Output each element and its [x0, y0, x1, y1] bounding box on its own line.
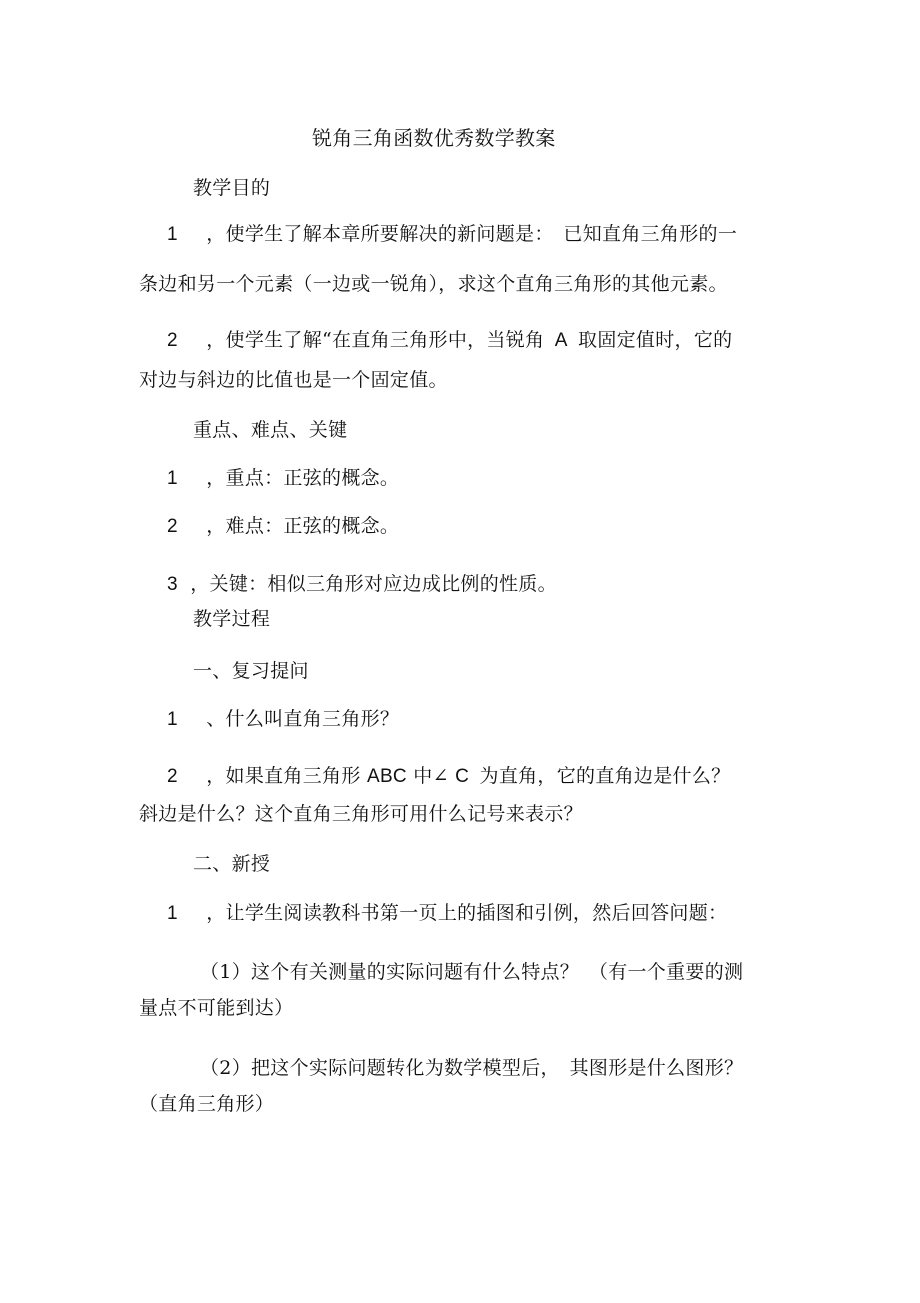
question-1-number: （1）: [200, 961, 251, 983]
key-point-3-text: ，关键：相似三角形对应边成比例的性质。: [190, 573, 557, 595]
question-1-line-2: 量点不可能到达）: [139, 997, 294, 1019]
objective-2-text-a: ，使学生了解“在直角三角形中，当锐角: [206, 329, 545, 351]
new-lesson-heading: 二、新授: [193, 853, 271, 875]
objective-2-var-a: A: [554, 330, 568, 351]
new-lesson-item-1-text: ，让学生阅读教科书第一页上的插图和引例，然后回答问题：: [206, 902, 728, 924]
key-point-1-number: 1: [167, 468, 178, 489]
key-point-3: [167, 572, 557, 597]
objective-2-text-b: 取固定值时，它的: [578, 329, 733, 351]
review-question-2-text-c: 为直角，它的直角边是什么？: [479, 765, 731, 787]
review-question-2-line-1: [167, 764, 730, 789]
review-question-2-text-b: 中∠: [413, 765, 449, 787]
question-2-line-1: [200, 1056, 743, 1080]
document-title: 锐角三角函数优秀数学教案: [312, 126, 556, 150]
key-points-heading: 重点、难点、关键: [193, 419, 348, 441]
review-question-2-number: 2: [167, 766, 178, 787]
process-heading: 教学过程: [193, 608, 271, 630]
objectives-heading: 教学目的: [193, 177, 271, 199]
question-2-line-2: （直角三角形）: [139, 1093, 275, 1115]
objective-2-number: 2: [167, 330, 178, 351]
review-question-1: [167, 707, 399, 732]
key-point-1-text: ，重点：正弦的概念。: [206, 467, 400, 489]
objective-2-line-1: [167, 328, 732, 353]
key-point-2-text: ，难点：正弦的概念。: [206, 515, 400, 537]
key-point-2-number: 2: [167, 516, 178, 537]
key-point-2: [167, 514, 399, 539]
question-2-number: （2）: [200, 1057, 251, 1079]
objective-1-line-1: [167, 222, 737, 247]
question-1-line-1: [200, 960, 743, 984]
objective-2-line-2: 对边与斜边的比值也是一个固定值。: [139, 369, 448, 391]
new-lesson-item-1: [167, 901, 727, 926]
review-heading: 一、复习提问: [193, 660, 309, 682]
new-lesson-item-1-number: 1: [167, 903, 178, 924]
question-2-text: 把这个实际问题转化为数学模型后， 其图形是什么图形？: [251, 1057, 744, 1079]
review-question-2-text-a: ，如果直角三角形: [206, 765, 361, 787]
review-question-2-line-2: 斜边是什么？这个直角三角形可用什么记号来表示？: [139, 803, 583, 825]
key-point-3-number: 3: [167, 574, 178, 595]
key-point-1: [167, 466, 399, 491]
objective-1-text: ，使学生了解本章所要解决的新问题是： 已知直角三角形的一: [206, 223, 738, 245]
objective-1-line-2: 条边和另一个元素（一边或一锐角），求这个直角三角形的其他元素。: [139, 273, 728, 295]
review-question-1-number: 1: [167, 709, 178, 730]
review-question-1-text: 、什么叫直角三角形？: [206, 708, 400, 730]
objective-1-number: 1: [167, 224, 178, 245]
question-1-text: 这个有关测量的实际问题有什么特点？ （有一个重要的测: [251, 961, 744, 983]
review-question-2-var-c: C: [455, 766, 470, 787]
review-question-2-var-abc: ABC: [366, 766, 407, 787]
